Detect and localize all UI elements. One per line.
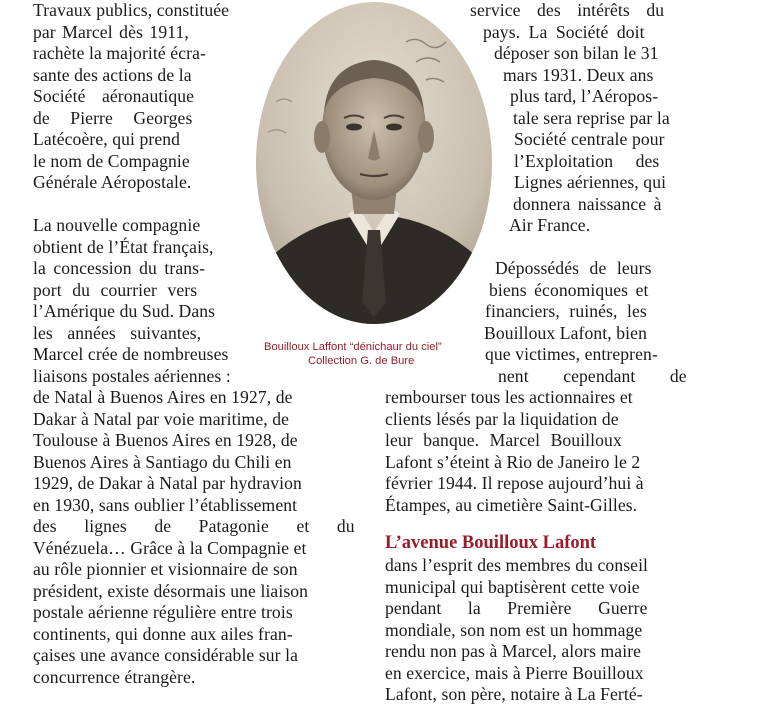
text-line: çaises une avance considérable sur la [33,645,299,665]
text-line: service des intérêts du [470,0,665,20]
text-line: Générale Aéropostale. [33,172,192,192]
text-line: biens économiques et [489,279,649,300]
text-line: financiers, ruinés, les [485,301,647,321]
text-line: rembourser tous les actionnaires et [385,387,633,407]
text-line: la concession du trans- [33,258,206,278]
text-line: président, existe désormais une liaison [33,580,309,601]
text-line: sante des actions de la [33,64,192,85]
text-line: Air France. [509,215,591,235]
text-line: les années suivantes, [33,322,202,343]
text-line: leur banque. Marcel Bouilloux [385,430,622,450]
text-line: plus tard, l’Aéropos- [510,86,659,106]
text-line: mars 1931. Deux ans [503,64,654,85]
text-line: février 1944. Il repose aujourd’hui à [385,473,644,493]
text-line: Lignes aériennes, qui [514,172,667,192]
photo-caption [264,340,442,368]
text-line: donnera naissance à [513,193,662,214]
text-line: Lafont, son père, notaire à La Ferté- [385,684,643,704]
text-line: obtient de l’État français, [33,236,214,257]
portrait-photo [256,2,492,324]
text-line: port du courrier vers [33,279,198,300]
text-line: Buenos Aires à Santiago du Chili en [33,451,292,472]
text-line: le nom de Compagnie [33,150,190,171]
text-line: de Natal à Buenos Aires en 1927, de [33,387,293,407]
text-line: Marcel crée de nombreuses [33,344,229,364]
text-line: municipal qui baptisèrent cette voie [385,576,640,597]
text-line: que victimes, entrepren- [485,344,658,364]
text-line: rachète la majorité écra- [33,43,206,63]
text-line: Dakar à Natal par voie maritime, de [33,408,290,429]
text-line: déposer son bilan le 31 [494,43,659,63]
text-line: rendu non pas à Marcel, alors maire [385,641,642,661]
text-line: 1929, de Dakar à Natal par hydravion [33,473,302,493]
text-line: concurrence étrangère. [33,666,196,687]
text-line: de Pierre Georges [33,107,193,128]
text-line: nent cependant de [498,365,687,386]
text-line: Lafont s’éteint à Rio de Janeiro le 2 [385,451,641,472]
text-line: Société aéronautique [33,86,195,106]
text-line: en exercice, mais à Pierre Bouilloux [385,662,644,683]
text-line: Latécoère, qui prend [33,129,181,149]
text-line: Vénézuela… Grâce à la Compagnie et [33,537,307,558]
text-line: l’Exploitation des [514,150,660,171]
text-line: Dépossédés de leurs [495,258,652,278]
text-line: tale sera reprise par la [513,107,670,128]
text-line: pays. La Société doit [483,21,645,42]
text-line: Toulouse à Buenos Aires en 1928, de [33,430,298,450]
text-line: des lignes de Patagonie et du [33,516,355,536]
text-line: au rôle pionnier et visionnaire de son [33,559,298,579]
text-line: postale aérienne régulière entre trois [33,602,293,622]
text-line: liaisons postales aériennes : [33,365,231,386]
caption-line-2: Collection G. de Bure [308,355,415,367]
text-line: Travaux publics, constituée [33,0,230,20]
text-line: clients lésés par la liquidation de [385,408,619,429]
text-line: en 1930, sans oublier l’établissement [33,494,298,515]
text-line: Étampes, au cimetière Saint-Gilles. [385,494,638,515]
text-line: La nouvelle compagnie [33,215,201,235]
caption-line-1: Bouilloux Laffont “dénichaur du ciel” [264,341,442,353]
text-line: Bouilloux Lafont, bien [484,322,647,343]
text-line: continents, qui donne aux ailes fran- [33,623,293,644]
text-line: par Marcel dès 1911, [33,21,189,42]
section-heading: L’avenue Bouilloux Lafont [385,533,597,553]
text-line: l’Amérique du Sud. Dans [33,301,216,321]
text-line: dans l’esprit des membres du conseil [385,555,649,575]
text-line: mondiale, son nom est un hommage [385,619,643,640]
text-line: pendant la Première Guerre [385,598,648,618]
text-line: Société centrale pour [514,129,665,149]
